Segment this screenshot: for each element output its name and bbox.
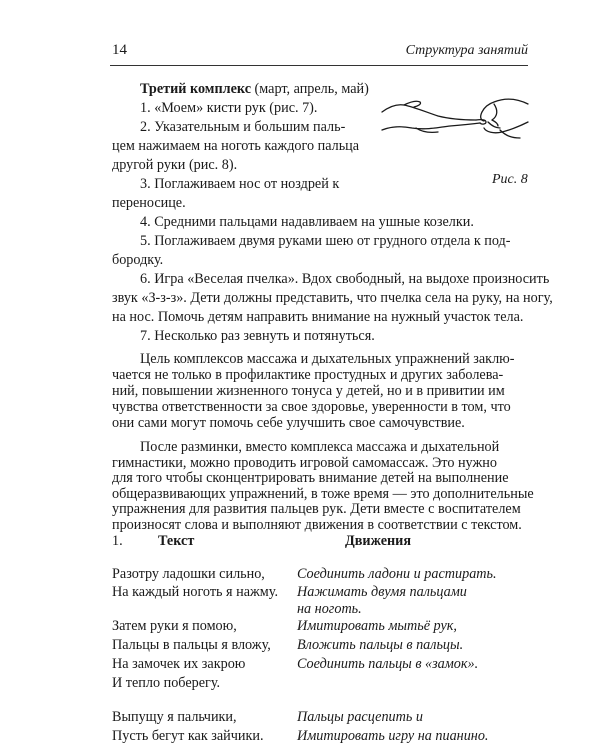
movement-line: Соединить ладони и растирать.: [297, 566, 497, 582]
header-rule: [110, 65, 528, 66]
para1-line-3: ний, повышении жизненного тонуса у детей, но и в привитии им: [112, 383, 505, 399]
item-2-line-1: 2. Указательным и большим паль-: [140, 119, 346, 135]
poem-line: На каждый ноготь я нажму.: [112, 584, 278, 600]
movement-line: Имитировать мытьё рук,: [297, 618, 457, 634]
complex-title-bold: Третий комплекс: [140, 81, 251, 97]
hands-illustration: [380, 92, 530, 150]
item-7-line-1: 7. Несколько раз зевнуть и потянуться.: [140, 328, 375, 344]
para2-line-4: общеразвивающих упражнений, в тоже время — это дополнительные: [112, 485, 534, 502]
item-5-line-1: 5. Поглаживаем двумя руками шею от грудного отдела к под-: [140, 233, 511, 249]
item-1-line-1: 1. «Моем» кисти рук (рис. 7).: [140, 100, 318, 116]
page-number: 14: [112, 42, 127, 58]
para1-line-2: чается не только в профилактике простудных и других заболева-: [112, 367, 504, 383]
movement-line: на ноготь.: [297, 601, 362, 617]
running-title: Структура занятий: [405, 43, 528, 58]
movement-line: Вложить пальцы в пальцы.: [297, 637, 464, 653]
para2-line-1: После разминки, вместо комплекса массажа и дыхательной: [140, 439, 500, 455]
movement-line: Соединить пальцы в «замок».: [297, 656, 479, 672]
figure-caption: Рис. 8: [492, 172, 528, 187]
item-6-line-2: звук «З-з-з». Дети должны представить, что пчелка села на руку, на ногу,: [112, 290, 553, 306]
movement-line: Имитировать игру на пианино.: [297, 728, 489, 744]
col-text-header: Текст: [158, 533, 195, 549]
poem-line: Пусть бегут как зайчики.: [112, 728, 264, 744]
item-3-line-2: переносице.: [112, 195, 186, 211]
poem-line: И тепло поберегу.: [112, 675, 221, 691]
table-number: 1.: [112, 533, 123, 549]
item-3-line-1: 3. Поглаживаем нос от ноздрей к: [140, 176, 340, 192]
poem-line: На замочек их закрою: [112, 656, 246, 672]
para1-line-4: чувства ответственности за свое здоровье, уверенности в том, что: [112, 399, 511, 415]
para2-line-5: упражнения для развития пальцев рук. Дети вместе с воспитателем: [112, 501, 521, 517]
movement-line: Нажимать двумя пальцами: [297, 584, 467, 600]
para2-line-2: гимнастики, можно проводить игровой самомассаж. Это нужно: [112, 454, 497, 471]
col-moves-header: Движения: [345, 533, 412, 549]
poem-line: Разотру ладошки сильно,: [112, 566, 265, 582]
item-2-line-3: другой руки (рис. 8).: [112, 157, 238, 173]
item-6-line-1: 6. Игра «Веселая пчелка». Вдох свободный, на выдохе произносить: [140, 271, 550, 287]
poem-line: Выпущу я пальчики,: [112, 709, 237, 725]
item-5-line-2: бородку.: [112, 252, 164, 268]
poem-line: Пальцы в пальцы я вложу,: [112, 637, 271, 653]
item-2-line-2: цем нажимаем на ноготь каждого пальца: [112, 138, 360, 154]
complex-title-rest: (март, апрель, май): [251, 81, 369, 97]
poem-line: Затем руки я помою,: [112, 618, 237, 634]
movement-line: Пальцы расцепить и: [297, 709, 423, 725]
item-4-line-1: 4. Средними пальцами надавливаем на ушные козелки.: [140, 214, 474, 230]
para2-line-3: для того чтобы сконцентрировать внимание детей на выполнение: [112, 470, 509, 486]
para2-line-6: произносят слова и выполняют движения в соответствии с текстом.: [112, 516, 522, 533]
para1-line-1: Цель комплексов массажа и дыхательных упражнений заклю-: [140, 351, 515, 367]
para1-line-5: они сами могут помочь себе улучшить свое самочувствие.: [112, 415, 465, 431]
item-6-line-3: на нос. Помочь детям направить внимание на нужный участок тела.: [112, 309, 524, 325]
complex-title: [140, 80, 369, 98]
